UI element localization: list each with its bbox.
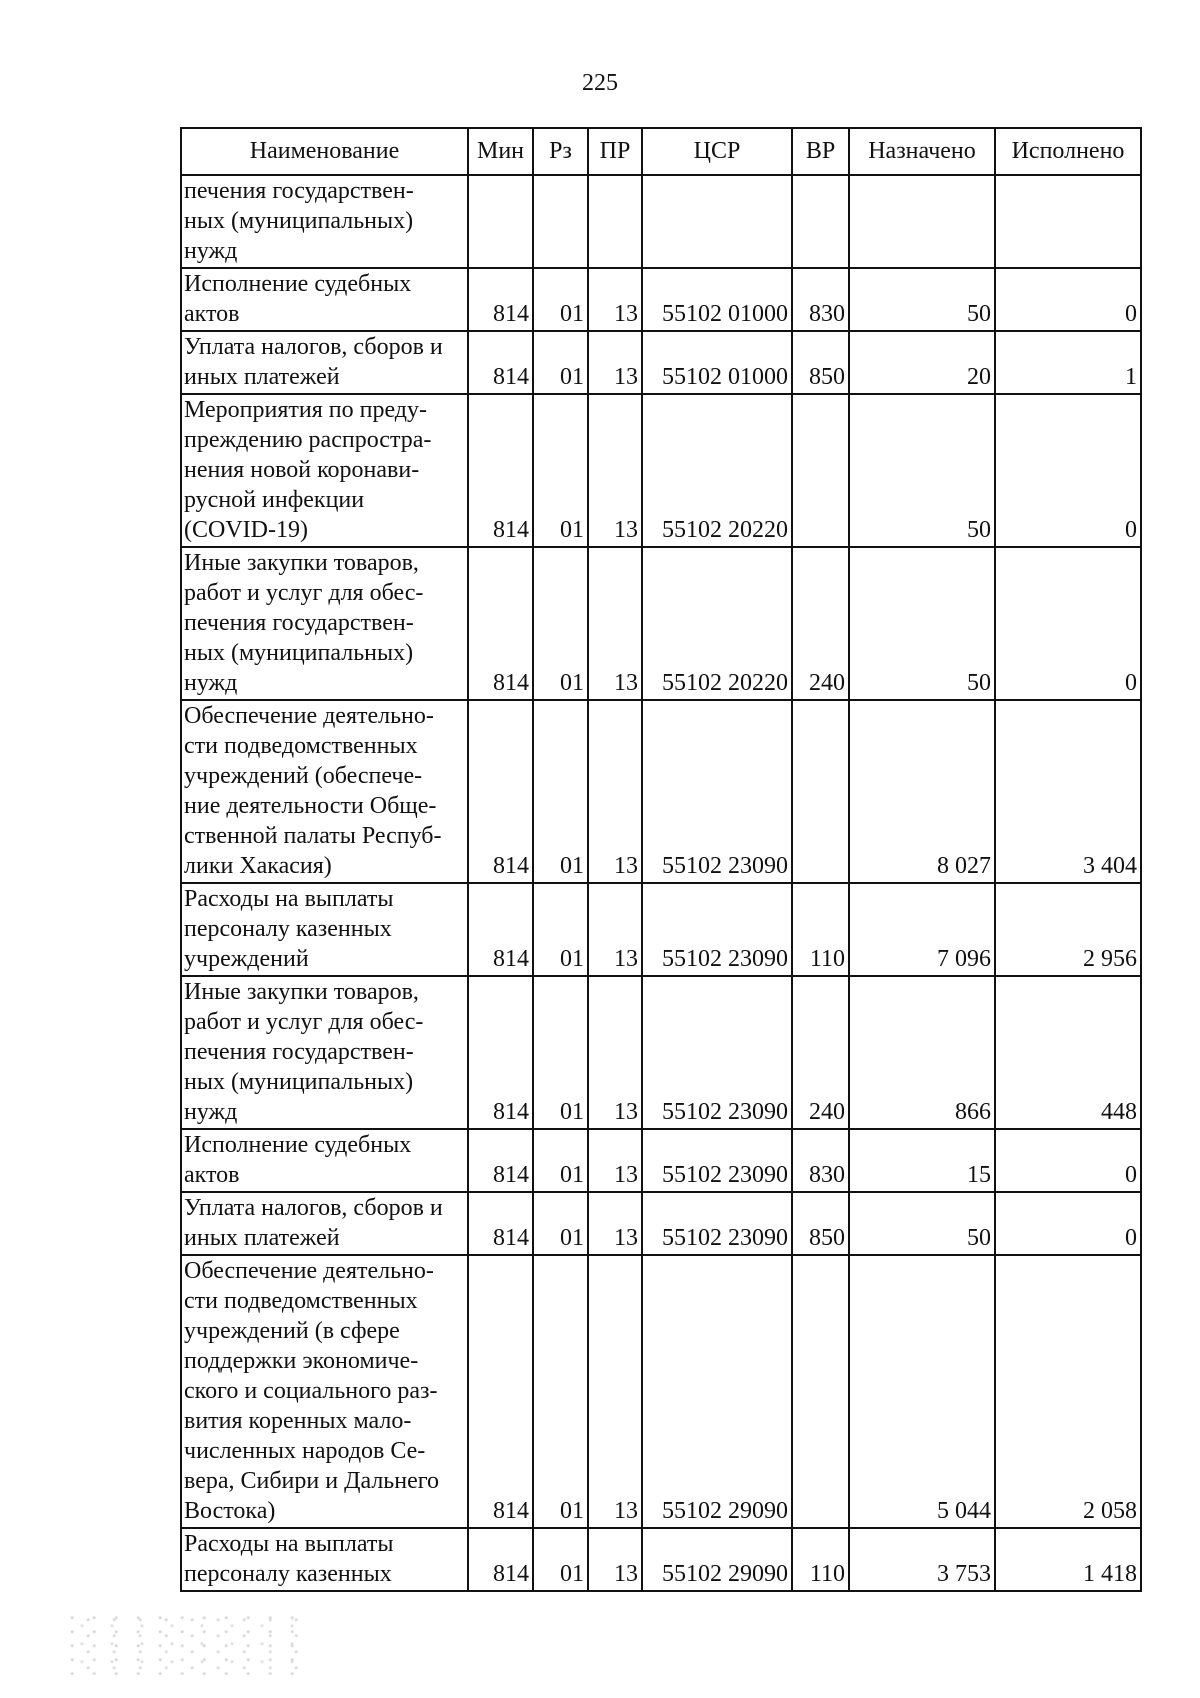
cell-csr: 55102 01000: [642, 331, 792, 394]
cell-rz: 01: [533, 547, 588, 700]
cell-assigned: 50: [849, 547, 995, 700]
cell-pr: 13: [588, 1528, 642, 1591]
cell-pr: 13: [588, 268, 642, 331]
cell-rz: 01: [533, 394, 588, 547]
cell-name: Расходы на выплаты персоналу казенных учреждений: [181, 883, 468, 976]
cell-rz: 01: [533, 1129, 588, 1192]
column-header-pr: ПР: [588, 128, 642, 175]
cell-csr: 55102 23090: [642, 1129, 792, 1192]
cell-executed: 3 404: [995, 700, 1141, 883]
cell-min: 814: [468, 394, 533, 547]
cell-assigned: 7 096: [849, 883, 995, 976]
cell-assigned: 15: [849, 1129, 995, 1192]
cell-assigned: 866: [849, 976, 995, 1129]
cell-min: 814: [468, 883, 533, 976]
cell-min: 814: [468, 331, 533, 394]
cell-vr: 850: [792, 331, 849, 394]
cell-assigned: 50: [849, 268, 995, 331]
cell-pr: 13: [588, 700, 642, 883]
cell-name: Обеспечение деятельно- сти подведомственных учреждений (обеспече- ние деятельности Обще- ственной палаты Респуб- лики Хакасия): [181, 700, 468, 883]
table-row: [181, 1192, 1141, 1255]
cell-csr: 55102 29090: [642, 1255, 792, 1528]
cell-rz: [533, 175, 588, 268]
cell-assigned: 8 027: [849, 700, 995, 883]
cell-min: 814: [468, 1255, 533, 1528]
cell-csr: 55102 23090: [642, 976, 792, 1129]
table-row: [181, 700, 1141, 883]
cell-rz: 01: [533, 976, 588, 1129]
cell-vr: [792, 394, 849, 547]
cell-executed: 0: [995, 394, 1141, 547]
cell-min: 814: [468, 1192, 533, 1255]
cell-assigned: [849, 175, 995, 268]
table-row: [181, 268, 1141, 331]
cell-vr: 240: [792, 976, 849, 1129]
cell-vr: 830: [792, 1129, 849, 1192]
table-row: [181, 883, 1141, 976]
column-header-csr: ЦСР: [642, 128, 792, 175]
cell-csr: 55102 23090: [642, 1192, 792, 1255]
cell-vr: 110: [792, 1528, 849, 1591]
page-number: 225: [582, 70, 618, 96]
cell-min: 814: [468, 268, 533, 331]
cell-executed: 1 418: [995, 1528, 1141, 1591]
table-header-row: [181, 128, 1141, 175]
cell-min: 814: [468, 547, 533, 700]
column-header-min: Мин: [468, 128, 533, 175]
cell-pr: [588, 175, 642, 268]
cell-csr: 55102 29090: [642, 1528, 792, 1591]
cell-name: Уплата налогов, сборов и иных платежей: [181, 1192, 468, 1255]
cell-name: Иные закупки товаров, работ и услуг для обес- печения государствен- ных (муниципальных) нужд: [181, 976, 468, 1129]
table-row: [181, 1255, 1141, 1528]
table-row: [181, 394, 1141, 547]
cell-assigned: 3 753: [849, 1528, 995, 1591]
cell-name: Исполнение судебных актов: [181, 268, 468, 331]
cell-name: Иные закупки товаров, работ и услуг для обес- печения государствен- ных (муниципальных) нужд: [181, 547, 468, 700]
cell-min: 814: [468, 1129, 533, 1192]
cell-executed: 0: [995, 268, 1141, 331]
cell-pr: 13: [588, 394, 642, 547]
cell-pr: 13: [588, 1255, 642, 1528]
cell-rz: 01: [533, 1528, 588, 1591]
cell-pr: 13: [588, 1129, 642, 1192]
cell-csr: [642, 175, 792, 268]
cell-pr: 13: [588, 1192, 642, 1255]
scan-artifact: [70, 1615, 300, 1675]
cell-executed: 0: [995, 547, 1141, 700]
table-row: [181, 1528, 1141, 1591]
column-header-vr: ВР: [792, 128, 849, 175]
column-header-executed: Исполнено: [995, 128, 1141, 175]
cell-vr: 850: [792, 1192, 849, 1255]
cell-vr: 240: [792, 547, 849, 700]
cell-vr: 830: [792, 268, 849, 331]
cell-pr: 13: [588, 883, 642, 976]
table-row: [181, 547, 1141, 700]
table-row: [181, 976, 1141, 1129]
cell-executed: 0: [995, 1129, 1141, 1192]
table-row: [181, 175, 1141, 268]
cell-vr: 110: [792, 883, 849, 976]
cell-min: 814: [468, 976, 533, 1129]
cell-executed: 0: [995, 1192, 1141, 1255]
cell-name: Обеспечение деятельно- сти подведомственных учреждений (в сфере поддержки экономиче- ского и социального раз- вития коренных мало- численных народов Се- вера, Сибири и Дальнего Востока): [181, 1255, 468, 1528]
cell-vr: [792, 1255, 849, 1528]
cell-executed: 448: [995, 976, 1141, 1129]
cell-csr: 55102 20220: [642, 394, 792, 547]
cell-rz: 01: [533, 883, 588, 976]
column-header-assigned: Назначено: [849, 128, 995, 175]
cell-csr: 55102 01000: [642, 268, 792, 331]
table-row: [181, 331, 1141, 394]
cell-rz: 01: [533, 331, 588, 394]
cell-csr: 55102 20220: [642, 547, 792, 700]
table-body: [181, 175, 1141, 1591]
cell-vr: [792, 175, 849, 268]
cell-pr: 13: [588, 331, 642, 394]
column-header-name: Наименование: [181, 128, 468, 175]
cell-rz: 01: [533, 1192, 588, 1255]
cell-min: 814: [468, 700, 533, 883]
cell-assigned: 50: [849, 394, 995, 547]
cell-assigned: 20: [849, 331, 995, 394]
cell-name: Исполнение судебных актов: [181, 1129, 468, 1192]
cell-name: Мероприятия по преду- преждению распростра- нения новой коронави- русной инфекции (COVID-19): [181, 394, 468, 547]
cell-min: 814: [468, 1528, 533, 1591]
cell-pr: 13: [588, 547, 642, 700]
table-row: [181, 1129, 1141, 1192]
cell-name: Расходы на выплаты персоналу казенных: [181, 1528, 468, 1591]
cell-csr: 55102 23090: [642, 883, 792, 976]
cell-pr: 13: [588, 976, 642, 1129]
cell-name: печения государствен- ных (муниципальных) нужд: [181, 175, 468, 268]
cell-executed: 2 058: [995, 1255, 1141, 1528]
cell-min: [468, 175, 533, 268]
cell-assigned: 50: [849, 1192, 995, 1255]
cell-executed: 1: [995, 331, 1141, 394]
cell-vr: [792, 700, 849, 883]
cell-csr: 55102 23090: [642, 700, 792, 883]
cell-executed: 2 956: [995, 883, 1141, 976]
budget-table: [180, 127, 1142, 1592]
cell-rz: 01: [533, 700, 588, 883]
cell-rz: 01: [533, 1255, 588, 1528]
cell-assigned: 5 044: [849, 1255, 995, 1528]
cell-executed: [995, 175, 1141, 268]
column-header-rz: Рз: [533, 128, 588, 175]
cell-rz: 01: [533, 268, 588, 331]
cell-name: Уплата налогов, сборов и иных платежей: [181, 331, 468, 394]
